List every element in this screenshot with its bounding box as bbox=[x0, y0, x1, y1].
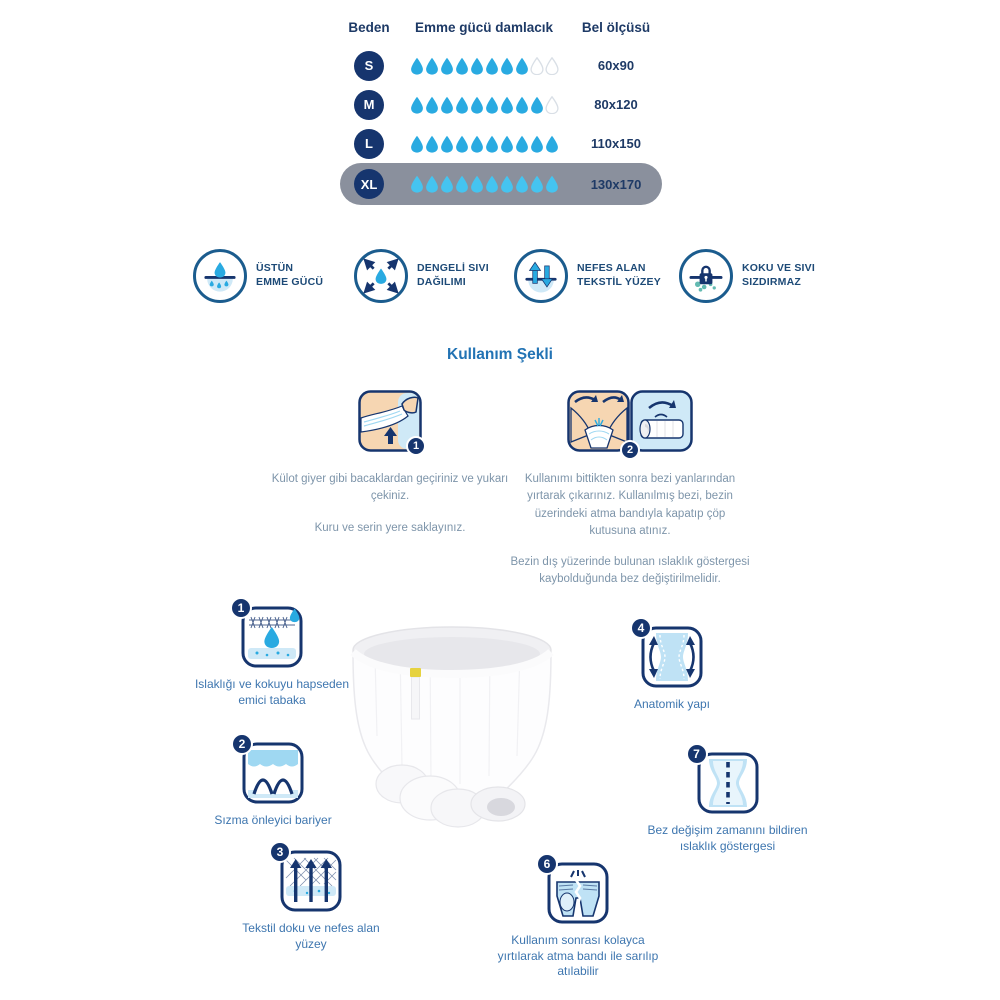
anatomic-shape-icon bbox=[637, 621, 705, 688]
feature-label: KOKU VE SIVI SIZDIRMAZ bbox=[742, 262, 815, 288]
droplet-icon bbox=[455, 135, 469, 153]
size-table bbox=[340, 16, 662, 205]
callout-3 bbox=[225, 845, 397, 952]
callout-number-badge: 7 bbox=[686, 743, 708, 765]
feature-label: DENGELİ SIVI DAĞILIMI bbox=[417, 262, 489, 288]
droplet-icon bbox=[440, 57, 454, 75]
droplet-icon bbox=[470, 96, 484, 114]
callout-1 bbox=[187, 601, 357, 708]
droplet-icon bbox=[530, 135, 544, 153]
absorption-droplets bbox=[398, 96, 570, 114]
droplet-icon bbox=[545, 96, 559, 114]
step-number-badge: 2 bbox=[620, 440, 640, 460]
callout-label: Bez değişim zamanını bildiren ıslaklık göstergesi bbox=[647, 823, 808, 853]
droplet-icon bbox=[515, 135, 529, 153]
droplet-icon bbox=[410, 96, 424, 114]
droplet-icon bbox=[455, 96, 469, 114]
droplet-icon bbox=[530, 57, 544, 75]
droplet-icon bbox=[455, 175, 469, 193]
droplet-icon bbox=[470, 57, 484, 75]
droplet-icon bbox=[440, 175, 454, 193]
product-image bbox=[330, 616, 580, 851]
droplet-icon bbox=[410, 135, 424, 153]
feature-item bbox=[514, 249, 661, 303]
droplet-icon bbox=[485, 175, 499, 193]
droplet-icon bbox=[515, 96, 529, 114]
step-paragraph: Külot giyer gibi bacaklardan geçiriniz ve yukarı çekiniz. bbox=[271, 473, 509, 503]
step-dispose-icon bbox=[567, 390, 693, 456]
callout-4 bbox=[587, 621, 757, 713]
callout-label: Tekstil doku ve nefes alan yüzey bbox=[242, 921, 380, 951]
callout-label: Kullanım sonrası kolayca yırtılarak atma bandı ile sarılıp atılabilir bbox=[497, 933, 659, 979]
header-absorption: Emme gücü damlacık bbox=[414, 20, 554, 35]
droplet-icon bbox=[515, 175, 529, 193]
liquid-distribution-icon bbox=[354, 249, 408, 303]
callout-6 bbox=[490, 857, 666, 980]
droplet-icon bbox=[485, 96, 499, 114]
droplet-icon bbox=[440, 96, 454, 114]
callout-label: Anatomik yapı bbox=[633, 697, 711, 711]
size-badge-L: L bbox=[354, 129, 384, 159]
feature-item bbox=[679, 249, 815, 303]
usage-step-1 bbox=[270, 390, 510, 551]
droplet-icon bbox=[425, 57, 439, 75]
usage-step-2 bbox=[510, 390, 750, 603]
droplet-icon bbox=[425, 135, 439, 153]
wetness-indicator-icon bbox=[693, 747, 761, 814]
odor-liquid-lock-icon bbox=[679, 249, 733, 303]
size-badge-S: S bbox=[354, 51, 384, 81]
droplet-icon bbox=[530, 96, 544, 114]
droplet-icon bbox=[440, 135, 454, 153]
feature-item bbox=[354, 249, 489, 303]
size-badge-XL: XL bbox=[354, 169, 384, 199]
size-table-rows bbox=[340, 46, 662, 205]
droplet-icon bbox=[470, 175, 484, 193]
absorption-droplets bbox=[398, 175, 570, 193]
size-row-M bbox=[340, 85, 662, 124]
callout-number-badge: 6 bbox=[536, 853, 558, 875]
callout-number-badge: 3 bbox=[269, 841, 291, 863]
droplet-icon bbox=[410, 57, 424, 75]
size-row-S bbox=[340, 46, 662, 85]
droplet-icon bbox=[470, 135, 484, 153]
droplet-icon bbox=[530, 175, 544, 193]
waist-size: 130x170 bbox=[590, 176, 642, 192]
droplet-icon bbox=[425, 96, 439, 114]
header-size: Beden bbox=[348, 20, 390, 35]
absorption-droplets bbox=[398, 135, 570, 153]
callout-7 bbox=[640, 747, 815, 854]
step-text bbox=[270, 471, 510, 537]
breathable-textile-icon bbox=[514, 249, 568, 303]
callout-number-badge: 2 bbox=[231, 733, 253, 755]
header-waist: Bel ölçüsü bbox=[581, 20, 651, 35]
step-text bbox=[510, 471, 750, 589]
callout-label: Sızma önleyici bariyer bbox=[214, 813, 332, 827]
size-badge-M: M bbox=[354, 90, 384, 120]
callout-2 bbox=[188, 737, 358, 829]
droplet-icon bbox=[485, 57, 499, 75]
waist-size: 80x120 bbox=[594, 97, 638, 112]
usage-title: Kullanım Şekli bbox=[447, 346, 553, 363]
size-row-XL bbox=[340, 163, 662, 205]
leak-barrier-icon bbox=[238, 737, 306, 804]
step-number-badge: 1 bbox=[406, 436, 426, 456]
droplet-icon bbox=[545, 175, 559, 193]
waist-size: 60x90 bbox=[597, 58, 635, 73]
feature-item bbox=[193, 249, 323, 303]
feature-label: ÜSTÜN EMME GÜCÜ bbox=[256, 262, 324, 288]
tear-away-icon bbox=[543, 857, 611, 924]
size-row-L bbox=[340, 124, 662, 163]
step-paragraph: Kuru ve serin yere saklayınız. bbox=[314, 521, 466, 534]
textile-surface-icon bbox=[276, 845, 344, 912]
droplet-icon bbox=[500, 57, 514, 75]
droplet-icon bbox=[500, 135, 514, 153]
absorption-droplets bbox=[398, 57, 570, 75]
droplet-icon bbox=[500, 96, 514, 114]
droplet-icon bbox=[545, 57, 559, 75]
droplet-icon bbox=[455, 57, 469, 75]
step-paragraph: Bezin dış yüzerinde bulunan ıslaklık göstergesi kaybolduğunda bez değiştirilmelidir. bbox=[510, 556, 750, 586]
droplet-icon bbox=[425, 175, 439, 193]
droplet-icon bbox=[485, 135, 499, 153]
callout-number-badge: 4 bbox=[630, 617, 652, 639]
step-paragraph: Kullanımı bittikten sonra bezi yanlarından yırtarak çıkarınız. Kullanılmış bezi, bezin üzerindeki atma bandıyla kapatıp çöp kutusuna atınız. bbox=[524, 473, 736, 537]
size-table-header bbox=[340, 16, 662, 40]
droplet-icon bbox=[545, 135, 559, 153]
step-put-on-icon bbox=[358, 390, 422, 452]
droplet-icon bbox=[500, 175, 514, 193]
droplet-icon bbox=[410, 175, 424, 193]
feature-label: NEFES ALAN TEKSTİL YÜZEY bbox=[577, 262, 661, 288]
callout-label: Islaklığı ve kokuyu hapseden emici tabaka bbox=[194, 677, 350, 707]
droplet-icon bbox=[515, 57, 529, 75]
absorbent-layer-icon bbox=[237, 601, 305, 668]
waist-size: 110x150 bbox=[591, 136, 641, 151]
absorbency-icon bbox=[193, 249, 247, 303]
callout-number-badge: 1 bbox=[230, 597, 252, 619]
